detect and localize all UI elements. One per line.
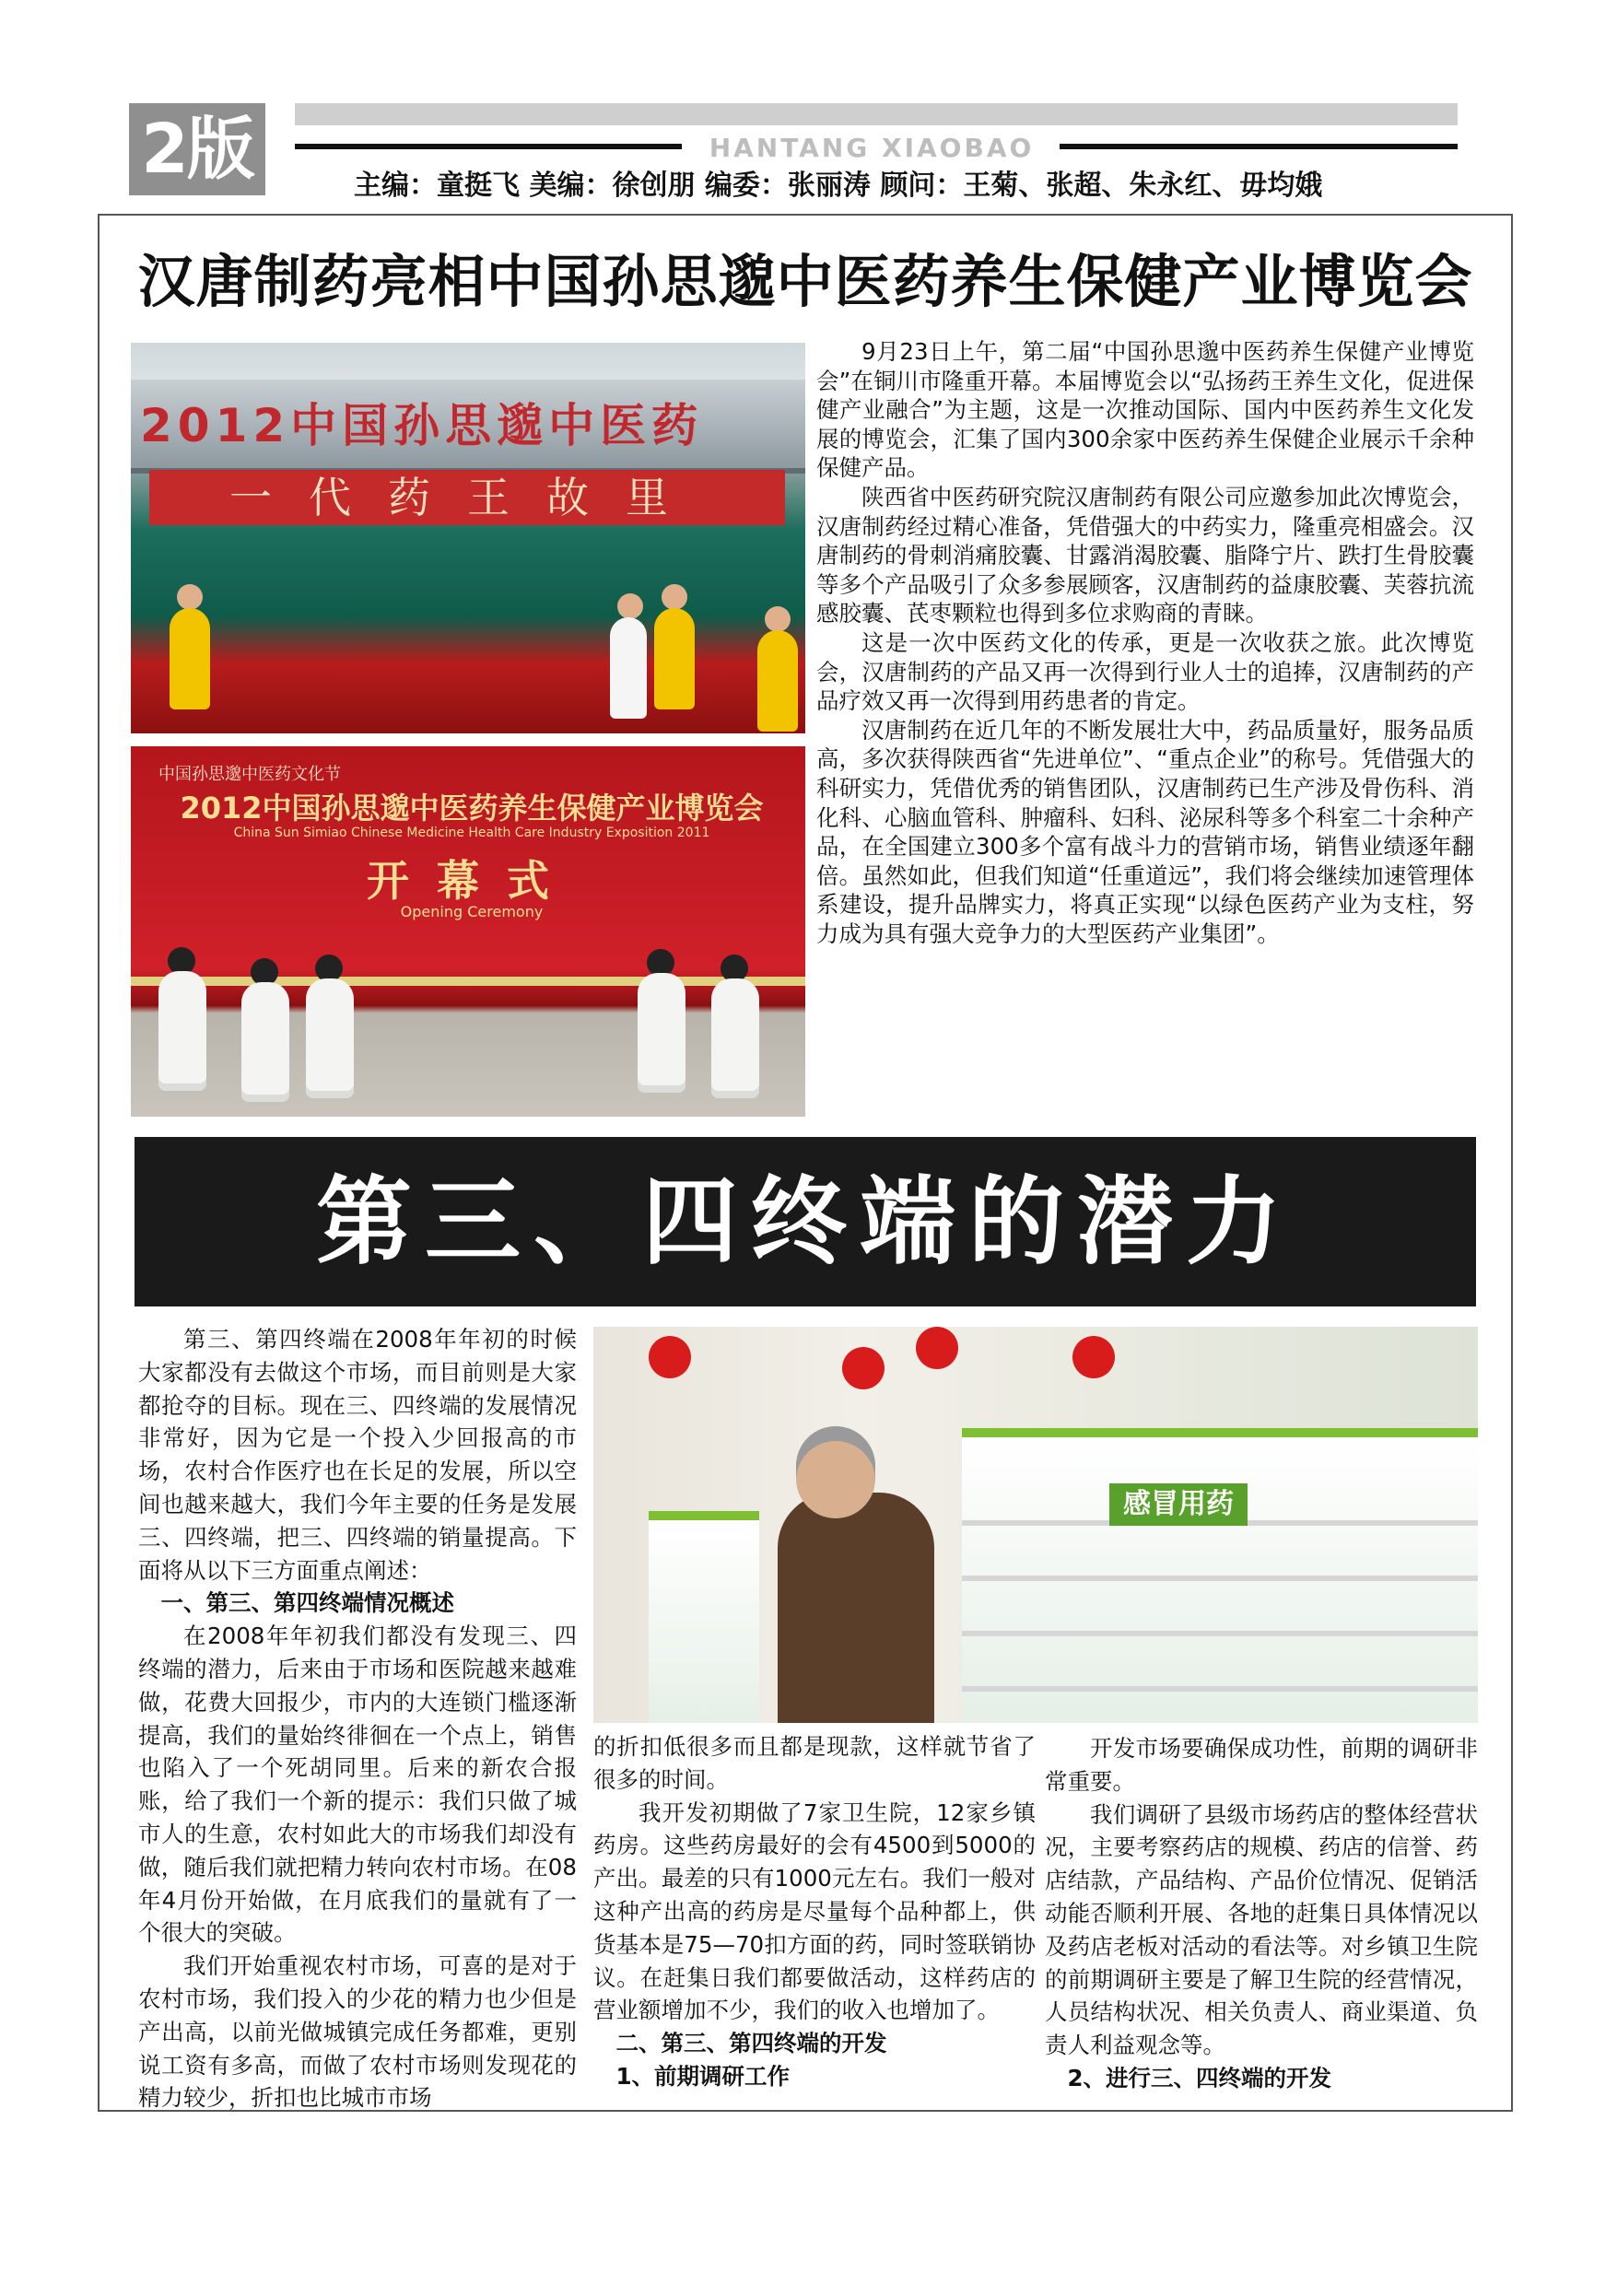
- person-head: [177, 584, 203, 610]
- header-rule-right: [1060, 144, 1458, 149]
- red-lantern: [842, 1347, 885, 1389]
- person-head: [617, 593, 643, 619]
- opening-ceremony-photo: [131, 746, 805, 1117]
- pharmacist-head: [796, 1426, 875, 1518]
- article2-headline: 第三、四终端的潜力: [135, 1137, 1476, 1306]
- expo-sign-text: 2012中国孙思邈中医药: [140, 399, 704, 452]
- article2-subheading: 二、第三、第四终端的开发: [615, 2030, 887, 2057]
- article2-paragraph: 的折扣低很多而且都是现款，这样就节省了很多的时间。: [593, 1733, 1036, 1793]
- person-figure: [170, 608, 210, 709]
- performer-figure: [241, 982, 289, 1102]
- performer-figure: [158, 971, 206, 1091]
- article2-intro: 第三、第四终端在2008年年初的时候大家都没有去做这个市场，而目前则是大家都抢夺的目标。现在三、四终端的发展情况非常好，因为它是一个投入少回报高的市场，农村合作医疗也在长足的发展，所以空间也越来越大，我们今年主要的任务是发展三、四终端，把三、四终端的销量提高。下面将从以下三方面重点阐述：: [138, 1326, 577, 1584]
- article2-paragraph: 开发市场要确保成功性，前期的调研非常重要。: [1045, 1735, 1478, 1795]
- expo-banner-text: 一代药王故里: [149, 470, 785, 525]
- article2-column-2: [593, 1730, 1036, 2093]
- performer-figure: [306, 978, 354, 1098]
- article2-column-3: [1045, 1732, 1478, 2095]
- page-number-badge: 2版: [129, 103, 265, 195]
- article2-paragraph: 我们开始重视农村市场，可喜的是对于农村市场，我们投入的少花的精力也少但是产出高，以前光做城镇完成任务都难，更别说工资有多高，而做了农村市场则发现花的精力较少，折扣也比城市市场: [138, 1952, 577, 2112]
- editorial-credits: 主编：童挺飞 美编：徐创朋 编委：张丽涛 顾问：王菊、张超、朱永红、毋均娥: [354, 170, 1323, 202]
- article2-paragraph: 我开发初期做了7家卫生院，12家乡镇药房。这些药房最好的会有4500到5000的产出。最差的只有1000元左右。我们一般对这种产出高的药房是尽量每个品种都上，供货基本是75—70扣方面的药，同时签联销协议。在赶集日我们都要做活动，这样药店的营业额增加不少，我们的收入也增加了。: [593, 1798, 1036, 2024]
- article1-paragraph: 陕西省中医药研究院汉唐制药有限公司应邀参加此次博览会，汉唐制药经过精心准备，凭借强大的中药实力，隆重亮相盛会。汉唐制药的骨刺消痛胶囊、甘露消渴胶囊、脂降宁片、跌打生骨胶囊等多个产品吸引了众多参展顾客，汉唐制药的益康胶囊、芙蓉抗流感胶囊、芪枣颗粒也得到多位求购商的青睐。: [816, 483, 1474, 627]
- article1-paragraph: 这是一次中医药文化的传承，更是一次收获之旅。此次博览会，汉唐制药的产品又再一次得到行业人士的追捧，汉唐制药的产品疗效又再一次得到用药患者的肯定。: [816, 628, 1474, 715]
- article1-paragraph: 汉唐制药在近几年的不断发展壮大中，药品质量好，服务品质高，多次获得陕西省“先进单位”、“重点企业”的称号。凭借强大的科研实力，凭借优秀的销售团队，汉唐制药已生产涉及骨伤科、消化科、心脑血管科、肿瘤科、妇科、泌尿科等多个科室二十余种产品，在全国建立300多个富有战斗力的营销市场，销售业绩逐年翻倍。虽然如此，但我们知道“任重道远”，我们将会继续加速管理体系建设，提升品牌实力，将真正实现“以绿色医药产业为支柱，努力成为具有强大竞争力的大型医药产业集团”。: [816, 716, 1474, 947]
- article2-subheading: 1、前期调研工作: [615, 2062, 791, 2090]
- article2-subheading: 一、第三、第四终端情况概述: [160, 1589, 454, 1617]
- person-head: [662, 584, 687, 610]
- person-figure: [757, 630, 798, 732]
- expo-entrance-photo: [131, 343, 805, 733]
- medicine-shelf: [962, 1428, 1478, 1723]
- article2-paragraph: 我们调研了县级市场药店的整体经营状况，主要考察药店的规模、药店的信誉、药店结款，产品结构、产品价位情况、促销活动能否顺利开展、各地的赶集日具体情况以及药店老板对活动的看法等。对乡镇卫生院的前期调研主要是了解卫生院的经营情况，人员结构状况、相关负责人、商业渠道、负责人利益观念等。: [1045, 1800, 1478, 2059]
- ceremony-opening-english: Opening Ceremony: [400, 903, 544, 920]
- newspaper-latin-title: HANTANG XIAOBAO: [709, 133, 1035, 163]
- performer-figure: [711, 978, 759, 1098]
- red-lantern: [1072, 1336, 1115, 1378]
- header-rule-left: [295, 144, 682, 149]
- pharmacy-sign: 感冒用药: [1109, 1483, 1248, 1526]
- pharmacist-body: [778, 1493, 934, 1723]
- article2-column-1: [138, 1323, 577, 2114]
- person-head: [765, 606, 791, 632]
- medicine-shelf: [649, 1511, 759, 1723]
- performer-figure: [638, 973, 685, 1093]
- ceremony-title-english: China Sun Simiao Chinese Medicine Health Care Industry Exposition 2011: [233, 826, 710, 840]
- ceremony-title: 2012中国孙思邈中医药养生保健产业博览会: [180, 791, 764, 826]
- ceremony-logo-text: 中国孙思邈中医药文化节: [158, 765, 341, 784]
- article1-paragraph: 9月23日上午，第二届“中国孙思邈中医药养生保健产业博览会”在铜川市隆重开幕。本届博览会以“弘扬药王养生文化，促进保健产业融合”为主题，这是一次推动国际、国内中医药养生文化发展的博览会，汇集了国内300余家中医药养生保健企业展示千余种保健产品。: [816, 338, 1474, 482]
- ceremony-opening-text: 开幕式: [367, 856, 577, 906]
- shelf-row: [962, 1576, 1478, 1581]
- article1-body: [816, 337, 1474, 948]
- red-lantern: [649, 1336, 691, 1378]
- person-figure: [610, 617, 647, 719]
- article1-headline: 汉唐制药亮相中国孙思邈中医药养生保健产业博览会: [137, 248, 1473, 315]
- person-figure: [654, 608, 695, 709]
- article2-paragraph: 在2008年年初我们都没有发现三、四终端的潜力，后来由于市场和医院越来越难做，花费大回报少，市内的大连锁门槛逐渐提高，我们的量始终徘徊在一个点上，销售也陷入了一个死胡同里。后来的新农合报账，给了我们一个新的提示：我们只做了城市人的生意，农村如此大的市场我们却没有做，随后我们就把精力转向农村市场。在08年4月份开始做，在月底我们的量就有了一个很大的突破。: [138, 1622, 577, 1947]
- pharmacy-photo: [593, 1327, 1478, 1723]
- article2-subheading: 2、进行三、四终端的开发: [1067, 2064, 1332, 2091]
- shelf-row: [962, 1686, 1478, 1692]
- stage-edge: [131, 977, 805, 986]
- shelf-row: [962, 1631, 1478, 1636]
- red-lantern: [916, 1327, 958, 1369]
- header-gray-bar: [295, 103, 1458, 125]
